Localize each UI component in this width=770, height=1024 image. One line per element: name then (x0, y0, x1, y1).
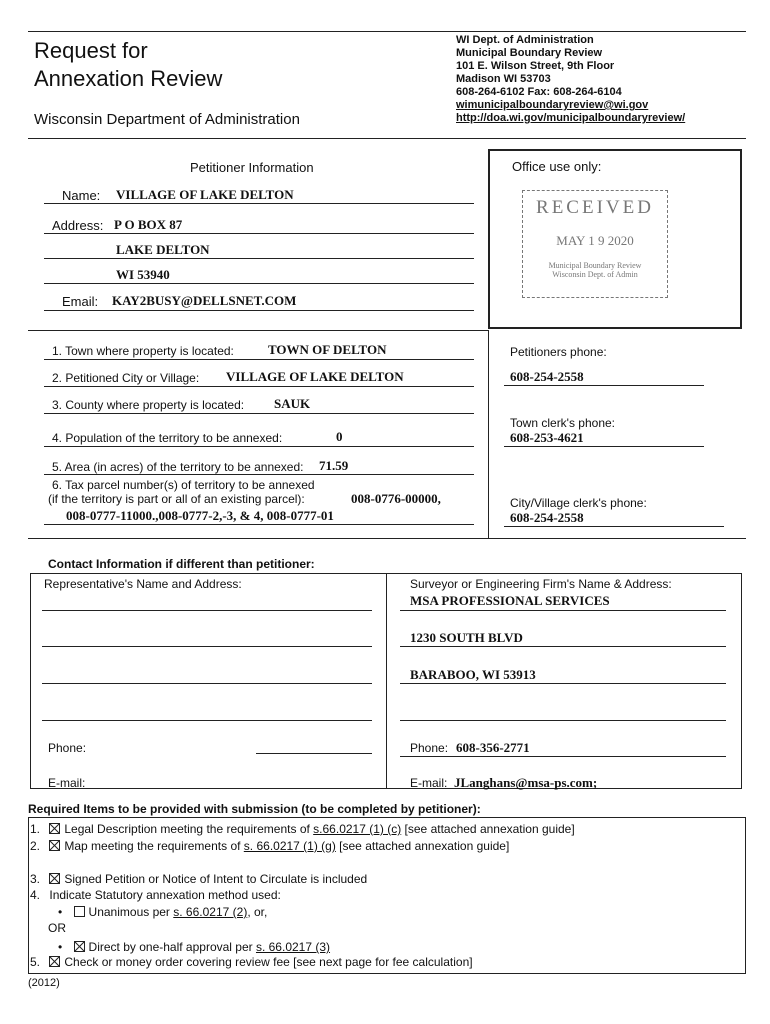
surveyor-line4[interactable] (400, 720, 726, 721)
rep-line1[interactable] (42, 610, 372, 611)
q4-value[interactable]: 0 (336, 429, 343, 444)
surveyor-address2-rule (400, 683, 726, 684)
item2-statute-link[interactable]: s. 66.0217 (1) (g) (243, 839, 336, 853)
q5-value[interactable]: 71.59 (319, 458, 349, 473)
petitioner-phone-label: Petitioners phone: (510, 345, 607, 359)
option-a-tail: , or, (247, 905, 268, 919)
petitioner-heading: Petitioner Information (190, 160, 314, 175)
surveyor-label: Surveyor or Engineering Firm's Name & Address: (410, 577, 672, 591)
city-clerk-phone-label: City/Village clerk's phone: (510, 496, 647, 510)
form-title-line2: Annexation Review (34, 66, 223, 91)
petitioner-phone-rule (504, 385, 704, 386)
surveyor-address2[interactable]: BARABOO, WI 53913 (410, 667, 536, 682)
header-top-rule-right (452, 31, 746, 32)
q6-value-line2[interactable]: 008-0777-11000.,008-0777-2,-3, & 4, 008-0777-01 (66, 508, 334, 523)
q1-value[interactable]: TOWN OF DELTON (268, 342, 387, 357)
surveyor-address1[interactable]: 1230 SOUTH BLVD (410, 630, 523, 645)
rep-line4[interactable] (42, 720, 372, 721)
item4-number: 4. (30, 888, 41, 902)
surveyor-name-rule (400, 610, 726, 611)
q5-label: 5. Area (in acres) of the territory to be annexed: (52, 460, 304, 474)
item1-text: Legal Description meeting the requirements of (64, 822, 314, 836)
item2-checkbox[interactable] (49, 840, 60, 851)
section-divider-1 (28, 330, 488, 331)
q2-value[interactable]: VILLAGE OF LAKE DELTON (226, 369, 404, 384)
rep-label: Representative's Name and Address: (44, 577, 242, 591)
option-a-bullet: • (58, 905, 63, 919)
option-a-checkbox[interactable] (74, 906, 85, 917)
required-item-4 (30, 888, 281, 902)
option-direct (58, 940, 330, 954)
town-clerk-phone-label: Town clerk's phone: (510, 416, 616, 430)
item1-number: 1. (30, 822, 41, 836)
stamp-line4: Wisconsin Dept. of Admin (552, 270, 638, 279)
email-value[interactable]: KAY2BUSY@DELLSNET.COM (112, 293, 297, 308)
address-line1[interactable]: P O BOX 87 (114, 217, 183, 232)
form-year: (2012) (28, 977, 60, 989)
surveyor-address1-rule (400, 646, 726, 647)
required-item-2 (30, 839, 509, 853)
surveyor-email-label: E-mail: (410, 776, 448, 790)
q4-rule (44, 446, 474, 447)
town-clerk-phone-rule (504, 446, 704, 447)
surveyor-phone-label: Phone: (410, 741, 449, 755)
item5-number: 5. (30, 955, 41, 969)
q6-rule (44, 524, 474, 525)
dept-phone-fax: 608-264-6102 Fax: 608-264-6104 (456, 86, 622, 98)
email-rule (44, 310, 474, 311)
city-clerk-phone-value[interactable]: 608-254-2558 (510, 510, 584, 525)
q2-rule (44, 386, 474, 387)
address-line3[interactable]: WI 53940 (116, 267, 170, 282)
dept-email-link[interactable]: wimunicipalboundaryreview@wi.gov (456, 99, 649, 111)
contact-column-divider (386, 573, 387, 789)
town-clerk-phone-value[interactable]: 608-253-4621 (510, 430, 584, 445)
dept-city: Madison WI 53703 (456, 73, 551, 85)
required-item-3 (30, 872, 367, 886)
rep-phone-rule[interactable] (256, 753, 372, 754)
surveyor-phone-value[interactable]: 608-356-2771 (456, 740, 530, 755)
header-top-rule (28, 31, 452, 32)
contact-heading: Contact Information if different than petitioner: (48, 557, 315, 571)
name-line (44, 203, 474, 204)
dept-address-block (456, 34, 685, 125)
item3-text: Signed Petition or Notice of Intent to Circulate is included (64, 872, 368, 886)
form-subtitle: Wisconsin Department of Administration (34, 111, 300, 128)
item2-text: Map meeting the requirements of (64, 839, 244, 853)
name-label: Name: (62, 188, 101, 203)
item1-checkbox[interactable] (49, 823, 60, 834)
form-title-line1: Request for (34, 38, 148, 63)
required-item-5 (30, 955, 473, 969)
item2-number: 2. (30, 839, 41, 853)
option-b-checkbox[interactable] (74, 941, 85, 952)
dept-url-link[interactable]: http://doa.wi.gov/municipalboundaryreview/ (456, 112, 686, 124)
q4-label: 4. Population of the territory to be annexed: (52, 431, 283, 445)
petitioner-phone-value[interactable]: 608-254-2558 (510, 369, 584, 384)
address-label: Address: (52, 218, 104, 233)
name-value[interactable]: VILLAGE OF LAKE DELTON (116, 187, 294, 202)
q3-rule (44, 413, 474, 414)
rep-line2[interactable] (42, 646, 372, 647)
q3-label: 3. County where property is located: (52, 398, 245, 412)
address-line2[interactable]: LAKE DELTON (116, 242, 210, 257)
item5-text: Check or money order covering review fee [see next page for fee calculation] (64, 955, 473, 969)
property-column-divider (488, 330, 489, 538)
option-a-statute-link[interactable]: s. 66.0217 (2) (173, 905, 248, 919)
item3-number: 3. (30, 872, 41, 886)
q5-rule (44, 474, 474, 475)
address-line3-rule (44, 283, 474, 284)
q1-label: 1. Town where property is located: (52, 344, 234, 358)
option-unanimous (58, 905, 267, 919)
required-heading: Required Items to be provided with submission (to be completed by petitioner): (28, 802, 481, 816)
rep-email-label: E-mail: (48, 776, 86, 790)
item1-statute-link[interactable]: s.66.0217 (1) (c) (313, 822, 402, 836)
surveyor-name[interactable]: MSA PROFESSIONAL SERVICES (410, 593, 610, 608)
option-b-statute-link[interactable]: s. 66.0217 (3) (255, 940, 331, 954)
dept-name: WI Dept. of Administration (456, 34, 594, 46)
surveyor-phone-rule (400, 756, 726, 757)
option-b-text: Direct by one-half approval per (88, 940, 256, 954)
item4-text: Indicate Statutory annexation method used: (49, 888, 281, 902)
item2-tail: [see attached annexation guide] (335, 839, 510, 853)
q6-value-line1[interactable]: 008-0776-00000, (351, 491, 441, 506)
address-line2-rule (44, 258, 474, 259)
stamp-received: RECEIVED (536, 197, 654, 218)
q3-value[interactable]: SAUK (274, 396, 311, 411)
rep-phone-label: Phone: (48, 741, 87, 755)
q1-rule (44, 359, 474, 360)
stamp-date: MAY 1 9 2020 (556, 233, 634, 248)
dept-street: 101 E. Wilson Street, 9th Floor (456, 60, 615, 72)
received-stamp (522, 190, 668, 298)
q6-label-line1: 6. Tax parcel number(s) of territory to be annexed (52, 478, 315, 492)
email-label: Email: (62, 294, 99, 309)
city-clerk-phone-rule (504, 526, 724, 527)
office-use-heading: Office use only: (512, 159, 602, 174)
required-item-1 (30, 822, 575, 836)
header-bottom-rule (28, 138, 746, 139)
q6-label-line2: (if the territory is part or all of an existing parcel): (48, 492, 305, 506)
item1-tail: [see attached annexation guide] (401, 822, 575, 836)
address-line1-rule (44, 233, 474, 234)
or-text: OR (48, 921, 66, 935)
item3-checkbox[interactable] (49, 873, 60, 884)
item5-checkbox[interactable] (49, 956, 60, 967)
option-a-text: Unanimous per (88, 905, 174, 919)
rep-line3[interactable] (42, 683, 372, 684)
section-divider-2 (28, 538, 746, 539)
surveyor-email-value[interactable]: JLanghans@msa-ps.com; (454, 775, 598, 790)
stamp-line3: Municipal Boundary Review (548, 261, 642, 270)
dept-division: Municipal Boundary Review (456, 47, 603, 59)
q2-label: 2. Petitioned City or Village: (52, 371, 200, 385)
option-b-bullet: • (58, 940, 63, 954)
